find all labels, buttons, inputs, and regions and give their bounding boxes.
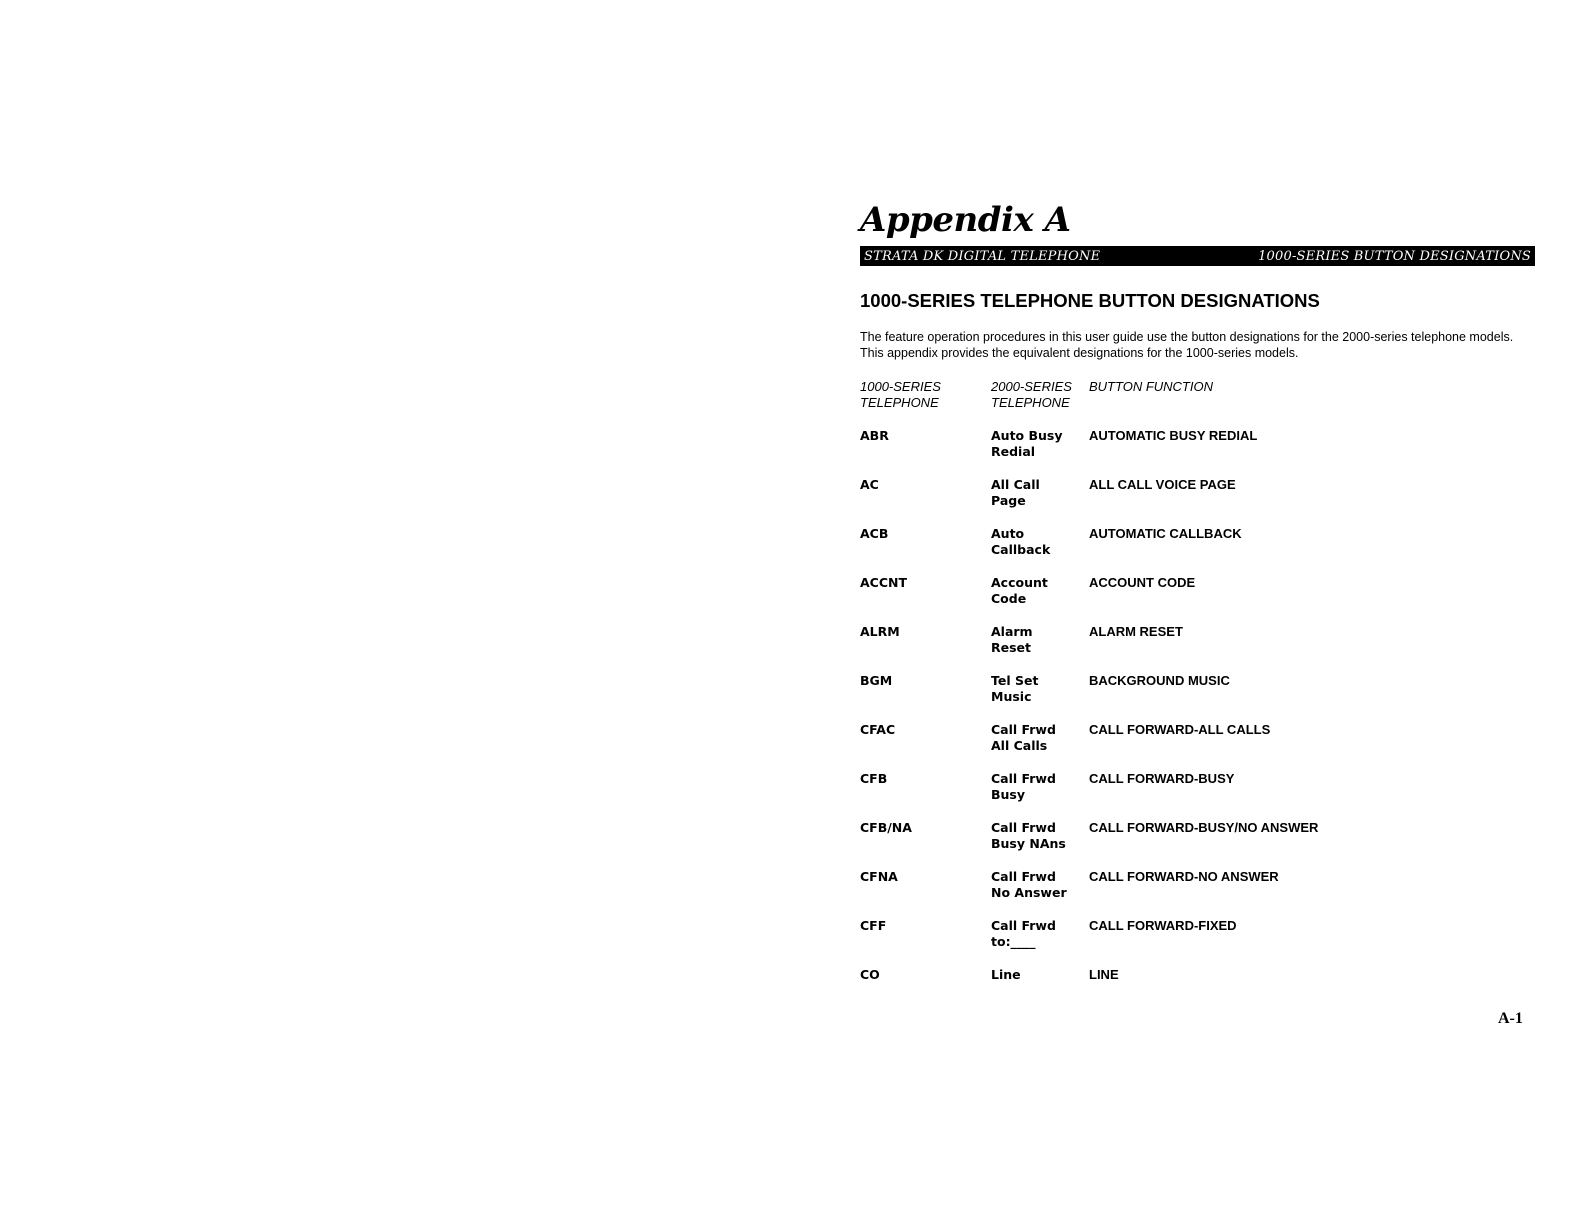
button-label-2000-series: Account Code: [991, 575, 1048, 606]
button-label-2000-series: Tel Set Music: [991, 673, 1039, 704]
button-label-2000-series: Auto Busy Redial: [991, 428, 1063, 459]
header-1000-series: 1000-SERIES TELEPHONE: [860, 379, 941, 410]
table-row: [860, 624, 1535, 673]
button-function: LINE: [1089, 967, 1119, 982]
button-code-1000-series: ACCNT: [860, 575, 908, 590]
table-row: [860, 428, 1535, 477]
button-code-1000-series: CFAC: [860, 722, 896, 737]
header-right-text: 1000-SERIES BUTTON DESIGNATIONS: [1258, 248, 1531, 264]
button-code-1000-series: CFB: [860, 771, 888, 786]
button-label-2000-series: Auto Callback: [991, 526, 1051, 557]
button-code-1000-series: ALRM: [860, 624, 900, 639]
button-code-1000-series: CO: [860, 967, 880, 982]
button-label-2000-series: Call Frwd Busy: [991, 771, 1056, 802]
button-function: BACKGROUND MUSIC: [1089, 673, 1230, 688]
table-row: [860, 820, 1535, 869]
running-header-bar: [860, 246, 1535, 266]
button-label-2000-series: Line: [991, 967, 1021, 982]
button-code-1000-series: CFB/NA: [860, 820, 912, 835]
button-code-1000-series: ABR: [860, 428, 889, 443]
header-left-text: STRATA DK DIGITAL TELEPHONE: [864, 248, 1101, 264]
button-label-2000-series: Call Frwd No Answer: [991, 869, 1067, 900]
button-label-2000-series: Call Frwd to:____: [991, 918, 1056, 949]
table-row: [860, 869, 1535, 918]
section-heading: 1000-SERIES TELEPHONE BUTTON DESIGNATIONS: [860, 290, 1320, 311]
button-label-2000-series: Call Frwd Busy NAns: [991, 820, 1066, 851]
button-function: CALL FORWARD-ALL CALLS: [1089, 722, 1271, 737]
table-header-row: [860, 379, 1535, 428]
button-code-1000-series: CFNA: [860, 869, 898, 884]
appendix-page: [860, 200, 1535, 1016]
intro-paragraph: The feature operation procedures in this user guide use the button designations for the 2000-series telephone models. This appendix provides the equivalent designations for the 1000-series models.: [860, 330, 1514, 360]
table-body: [860, 428, 1535, 1016]
appendix-title: Appendix A: [860, 200, 1071, 240]
header-button-function: BUTTON FUNCTION: [1089, 379, 1213, 394]
button-label-2000-series: All Call Page: [991, 477, 1040, 508]
page-number: A-1: [1498, 1010, 1523, 1027]
button-function: CALL FORWARD-NO ANSWER: [1089, 869, 1279, 884]
button-label-2000-series: Call Frwd All Calls: [991, 722, 1056, 753]
table-row: [860, 477, 1535, 526]
button-function: AUTOMATIC CALLBACK: [1089, 526, 1242, 541]
button-label-2000-series: Alarm Reset: [991, 624, 1033, 655]
table-row: [860, 771, 1535, 820]
button-code-1000-series: ACB: [860, 526, 889, 541]
table-row: [860, 673, 1535, 722]
button-code-1000-series: BGM: [860, 673, 893, 688]
button-function: ALL CALL VOICE PAGE: [1089, 477, 1236, 492]
table-row: [860, 526, 1535, 575]
table-row: [860, 967, 1535, 1016]
button-designation-table: [860, 379, 1535, 1016]
button-function: AUTOMATIC BUSY REDIAL: [1089, 428, 1258, 443]
button-function: CALL FORWARD-FIXED: [1089, 918, 1237, 933]
button-function: CALL FORWARD-BUSY/NO ANSWER: [1089, 820, 1319, 835]
button-code-1000-series: CFF: [860, 918, 887, 933]
button-function: ALARM RESET: [1089, 624, 1183, 639]
button-function: CALL FORWARD-BUSY: [1089, 771, 1235, 786]
table-row: [860, 575, 1535, 624]
header-2000-series: 2000-SERIES TELEPHONE: [991, 379, 1072, 410]
table-row: [860, 918, 1535, 967]
button-code-1000-series: AC: [860, 477, 879, 492]
table-row: [860, 722, 1535, 771]
button-function: ACCOUNT CODE: [1089, 575, 1196, 590]
